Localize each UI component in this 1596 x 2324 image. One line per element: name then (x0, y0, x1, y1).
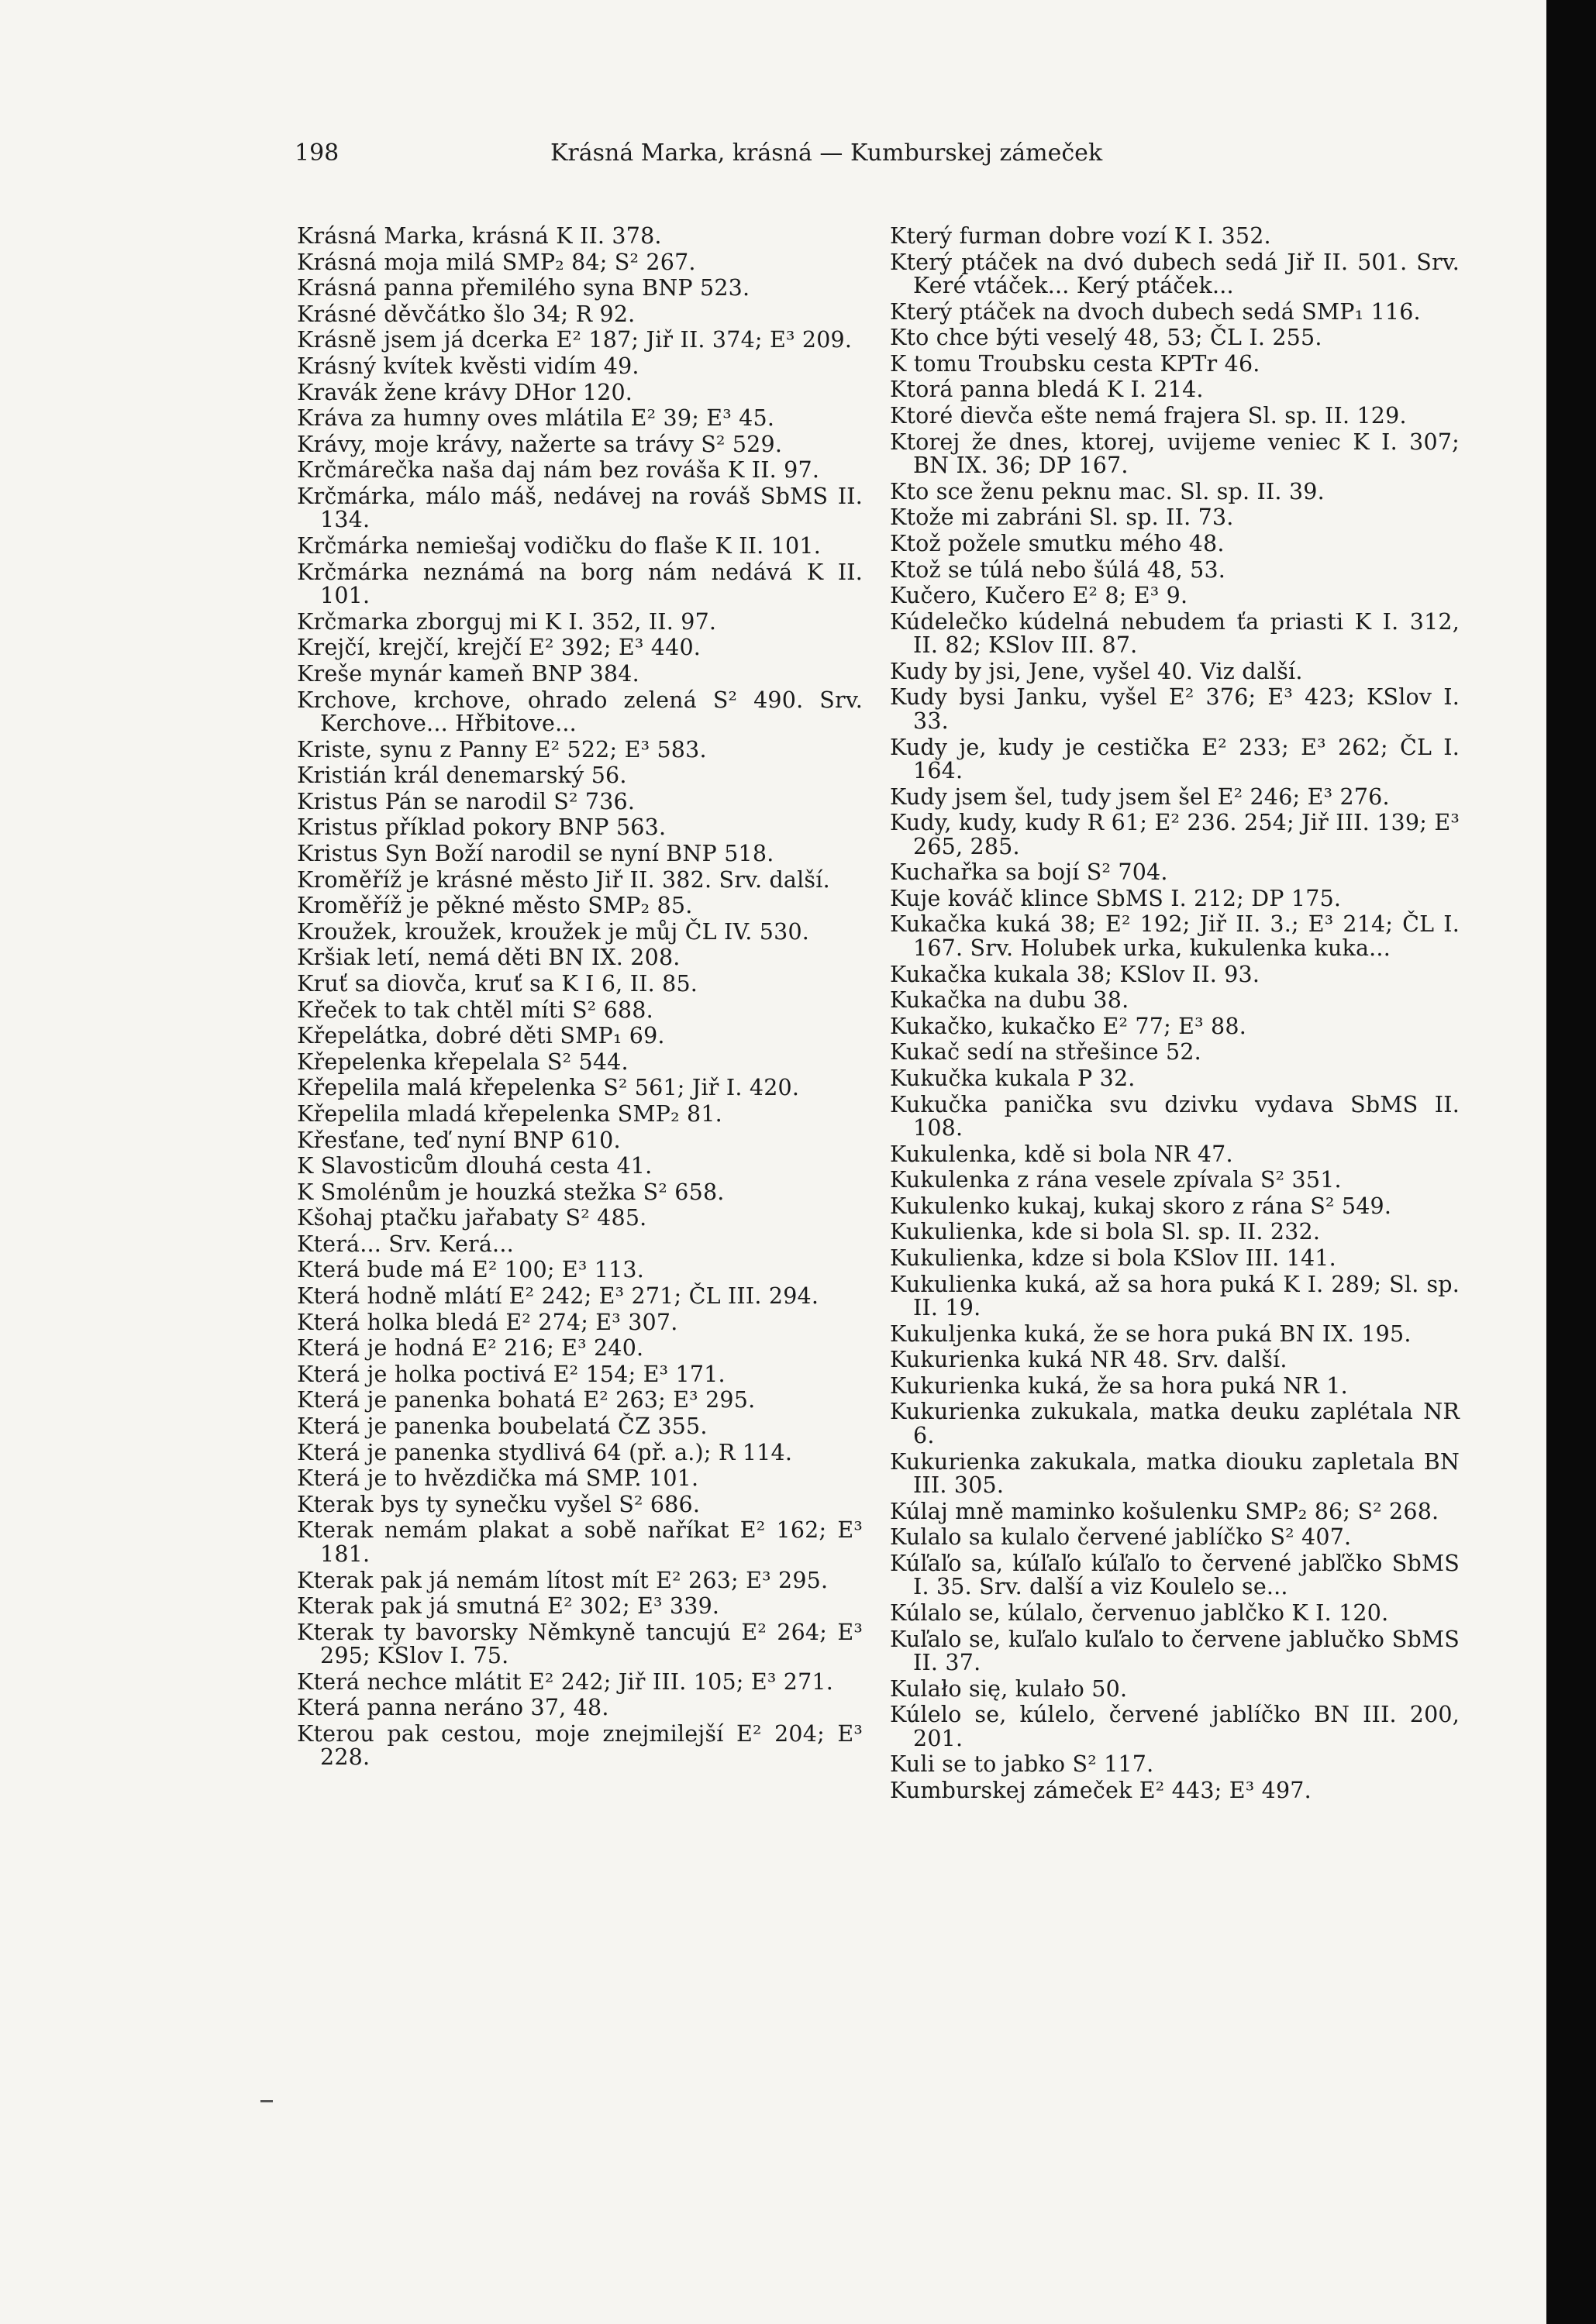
index-entry: Kristián král denemarský 56. (297, 763, 627, 789)
index-entry: Kukurienka kuká NR 48. Srv. další. (890, 1347, 1287, 1373)
index-entry: Kšohaj ptačku jařabaty S² 485. (297, 1205, 647, 1231)
index-entry: Která je panenka boubelatá ČZ 355. (297, 1413, 708, 1440)
index-entry: Která je to hvězdička má SMP. 101. (297, 1465, 699, 1492)
index-entry: Kterak pak já smutná E² 302; E³ 339. (297, 1593, 720, 1620)
index-entry: Krásně jsem já dcerka E² 187; Jiř II. 374; E³ 209. (297, 327, 853, 353)
index-entry: Kučero, Kučero E² 8; E³ 9. (890, 583, 1188, 609)
index-entry: Ktož se túlá nebo šúlá 48, 53. (890, 556, 1226, 583)
index-entry: Která panna neráno 37, 48. (297, 1695, 609, 1721)
index-entry: Krásná moja milá SMP₂ 84; S² 267. (297, 249, 696, 275)
index-entry: Krčmárečka naša daj nám bez rováša K II. 97. (297, 457, 820, 484)
index-entry: Křepelila malá křepelenka S² 561; Jiř I. 420. (297, 1075, 800, 1101)
index-entry: Ktorej že dnes, ktorej, uvijeme veniec K I. 307; BN IX. 36; DP 167. (890, 429, 1460, 479)
index-entry: Krásné děvčátko šlo 34; R 92. (297, 301, 636, 327)
index-entry: Kukuljenka kuká, že se hora puká BN IX. 195. (890, 1320, 1412, 1347)
index-entry: Kulało się, kulało 50. (890, 1675, 1128, 1702)
index-entry: Kukačka na dubu 38. (890, 987, 1129, 1014)
index-entry: Kristus Pán se narodil S² 736. (297, 788, 636, 814)
index-entry: Která je holka poctivá E² 154; E³ 171. (297, 1361, 726, 1387)
index-entry: K Smolénům je houzká stežka S² 658. (297, 1179, 725, 1205)
index-entry: Kristus Syn Boží narodil se nyní BNP 518. (297, 840, 774, 866)
index-entry: Kuli se to jabko S² 117. (890, 1751, 1154, 1778)
index-entry: Křesťane, teď nyní BNP 610. (297, 1127, 621, 1153)
index-entry: Která je panenka bohatá E² 263; E³ 295. (297, 1387, 756, 1413)
index-entry: Kto sce ženu peknu mac. Sl. sp. II. 39. (890, 478, 1325, 504)
index-entry: Kudy je, kudy je cestička E² 233; E³ 262; ČL I. 164. (890, 734, 1460, 783)
index-entry: Kterak pak já nemám lítost mít E² 263; E³ 295. (297, 1567, 829, 1593)
index-entry: Kudy jsem šel, tudy jsem šel E² 246; E³ 276. (890, 783, 1390, 810)
index-entry: Která nechce mlátit E² 242; Jiř III. 105; E³ 271. (297, 1668, 833, 1695)
index-entry: Kudy bysi Janku, vyšel E² 376; E³ 423; KSlov I. 33. (890, 684, 1460, 734)
index-entry: Kuľalo se, kuľalo kuľalo to červene jablučko SbMS II. 37. (890, 1626, 1460, 1676)
index-entry: Kukulenko kukaj, kukaj skoro z rána S² 549. (890, 1193, 1392, 1219)
index-entry: Která bude má E² 100; E³ 113. (297, 1257, 645, 1283)
index-entry: Kukačka kukala 38; KSlov II. 93. (890, 961, 1260, 987)
index-entry: Který furman dobre vozí K I. 352. (890, 223, 1271, 249)
index-entry: Kukurienka zukukala, matka deuku zaplétala NR 6. (890, 1399, 1460, 1448)
index-entry: Kulalo sa kulalo červené jablíčko S² 407. (890, 1524, 1352, 1551)
index-entry: Kroměříž je krásné město Jiř II. 382. Srv. další. (297, 866, 830, 893)
index-entry: Která hodně mlátí E² 242; E³ 271; ČL III. 294. (297, 1283, 819, 1310)
index-entry: Kúlalo se, kúlalo, červenuo jablčko K I. 120. (890, 1599, 1389, 1626)
index-entry: Kroměříž je pěkné město SMP₂ 85. (297, 893, 693, 919)
index-entry: Kukulienka, kdze si bola KSlov III. 141. (890, 1245, 1336, 1271)
index-entry: Kterak ty bavorsky Němkyně tancujú E² 264; E³ 295; KSlov I. 75. (297, 1619, 863, 1669)
index-entry: Kukačko, kukačko E² 77; E³ 88. (890, 1013, 1246, 1039)
index-entry: Ktoré dievča ešte nemá frajera Sl. sp. II. 129. (890, 403, 1407, 429)
running-title: Krásná Marka, krásná — Kumburskej zámeček (550, 139, 1103, 167)
margin-mark (260, 2100, 273, 2102)
page-header (295, 139, 1434, 178)
index-entry: Která je hodná E² 216; E³ 240. (297, 1335, 644, 1362)
index-entry: Kuje kováč klince SbMS I. 212; DP 175. (890, 885, 1342, 911)
index-entry: Krejčí, krejčí, krejčí E² 392; E³ 440. (297, 635, 701, 661)
index-entry: Kukačka kuká 38; E² 192; Jiř II. 3.; E³ 214; ČL I. 167. Srv. Holubek urka, kukulenka kuka... (890, 911, 1460, 961)
index-entry: Kukulenka z rána vesele zpívala S² 351. (890, 1167, 1342, 1193)
index-entry: Kukulienka kuká, až sa hora puká K I. 289; Sl. sp. II. 19. (890, 1271, 1460, 1321)
index-entry: Krčmárka neznámá na borg nám nedává K II. 101. (297, 559, 863, 609)
index-entry: Krásná panna přemilého syna BNP 523. (297, 275, 750, 301)
index-entry: Kukurienka zakukala, matka diouku zapletala BN III. 305. (890, 1448, 1460, 1499)
index-entry: Kúlelo se, kúlelo, červené jablíčko BN III. 200, 201. (890, 1702, 1460, 1751)
left-index-column (297, 225, 863, 1772)
index-entry: Kto chce býti veselý 48, 53; ČL I. 255. (890, 325, 1322, 351)
index-entry: Kráva za humny oves mlátila E² 39; E³ 45. (297, 405, 775, 432)
index-entry: Který ptáček na dvoch dubech sedá SMP₁ 116. (890, 298, 1421, 325)
index-entry: Ktorá panna bledá K I. 214. (890, 377, 1204, 403)
index-entry: Kúlaj mně maminko košulenku SMP₂ 86; S² 268. (890, 1498, 1439, 1524)
index-entry: K tomu Troubsku cesta KPTr 46. (890, 350, 1260, 377)
index-entry: Krčmárka nemiešaj vodičku do flaše K II. 101. (297, 533, 821, 559)
index-entry: Křeček to tak chtěl míti S² 688. (297, 997, 653, 1023)
page-number: 198 (295, 139, 340, 167)
index-entry: Kterou pak cestou, moje znejmilejší E² 204; E³ 228. (297, 1720, 863, 1771)
index-entry: Která... Srv. Kerá... (297, 1231, 514, 1257)
index-entry: Kuchařka sa bojí S² 704. (890, 859, 1168, 886)
index-entry: Kršiak letí, nemá děti BN IX. 208. (297, 945, 681, 971)
index-entry: Kterak nemám plakat a sobě naříkat E² 162; E³ 181. (297, 1517, 863, 1567)
index-entry: Křepelila mladá křepelenka SMP₂ 81. (297, 1100, 722, 1127)
index-entry: K Slavosticům dlouhá cesta 41. (297, 1153, 653, 1179)
index-entry: Kterak bys ty synečku vyšel S² 686. (297, 1491, 701, 1517)
index-entry: Křepelenka křepelala S² 544. (297, 1048, 629, 1075)
index-entry: Kúľaľo sa, kúľaľo kúľaľo to červené jabľčko SbMS I. 35. Srv. další a viz Koulelo se... (890, 1550, 1460, 1600)
right-index-column (890, 225, 1460, 1806)
index-entry: Kukač sedí na střešince 52. (890, 1039, 1201, 1066)
index-entry: Kruť sa diovča, kruť sa K I 6, II. 85. (297, 970, 698, 997)
index-entry: Kumburskej zámeček E² 443; E³ 497. (890, 1777, 1312, 1803)
index-entry: Ktož požele smutku mého 48. (890, 530, 1225, 556)
index-entry: Kukulenka, kdě si bola NR 47. (890, 1141, 1233, 1167)
index-entry: Krčmarka zborguj mi K I. 352, II. 97. (297, 608, 717, 635)
index-entry: Kukurienka kuká, že sa hora puká NR 1. (890, 1372, 1348, 1399)
index-entry: Kukulienka, kde si bola Sl. sp. II. 232. (890, 1219, 1321, 1245)
scan-border (1546, 0, 1596, 2324)
index-entry: Kúdelečko kúdelná nebudem ťa priasti K I. 312, II. 82; KSlov III. 87. (890, 608, 1460, 659)
index-entry: Kristus příklad pokory BNP 563. (297, 814, 667, 841)
index-entry: Křepelátka, dobré děti SMP₁ 69. (297, 1023, 665, 1049)
index-entry: Krávy, moje krávy, nažerte sa trávy S² 529. (297, 431, 783, 457)
index-entry: Krásný kvítek kvěsti vidím 49. (297, 353, 639, 379)
index-entry: Kreše mynár kameň BNP 384. (297, 660, 639, 687)
index-entry: Ktože mi zabráni Sl. sp. II. 73. (890, 504, 1234, 531)
index-entry: Kroužek, kroužek, kroužek je můj ČL IV. 530. (297, 918, 810, 945)
index-entry: Která je panenka stydlivá 64 (př. a.); R 114. (297, 1439, 793, 1465)
index-entry: Kudy by jsi, Jene, vyšel 40. Viz další. (890, 658, 1303, 684)
index-entry: Krásná Marka, krásná K II. 378. (297, 223, 662, 249)
index-entry: Kukučka kukala P 32. (890, 1065, 1136, 1091)
index-entry: Krchove, krchove, ohrado zelená S² 490. Srv. Kerchove... Hřbitove... (297, 687, 863, 736)
index-entry: Krčmárka, málo máš, nedávej na rováš SbMS II. 134. (297, 483, 863, 533)
index-entry: Kriste, synu z Panny E² 522; E³ 583. (297, 736, 707, 763)
index-entry: Který ptáček na dvó dubech sedá Jiř II. 501. Srv. Keré vtáček... Kerý ptáček... (890, 249, 1460, 299)
index-entry: Kudy, kudy, kudy R 61; E² 236. 254; Jiř III. 139; E³ 265, 285. (890, 810, 1460, 859)
index-entry: Kravák žene krávy DHor 120. (297, 379, 633, 405)
index-entry: Která holka bledá E² 274; E³ 307. (297, 1309, 678, 1335)
index-entry: Kukučka panička svu dzivku vydava SbMS II. 108. (890, 1091, 1460, 1141)
